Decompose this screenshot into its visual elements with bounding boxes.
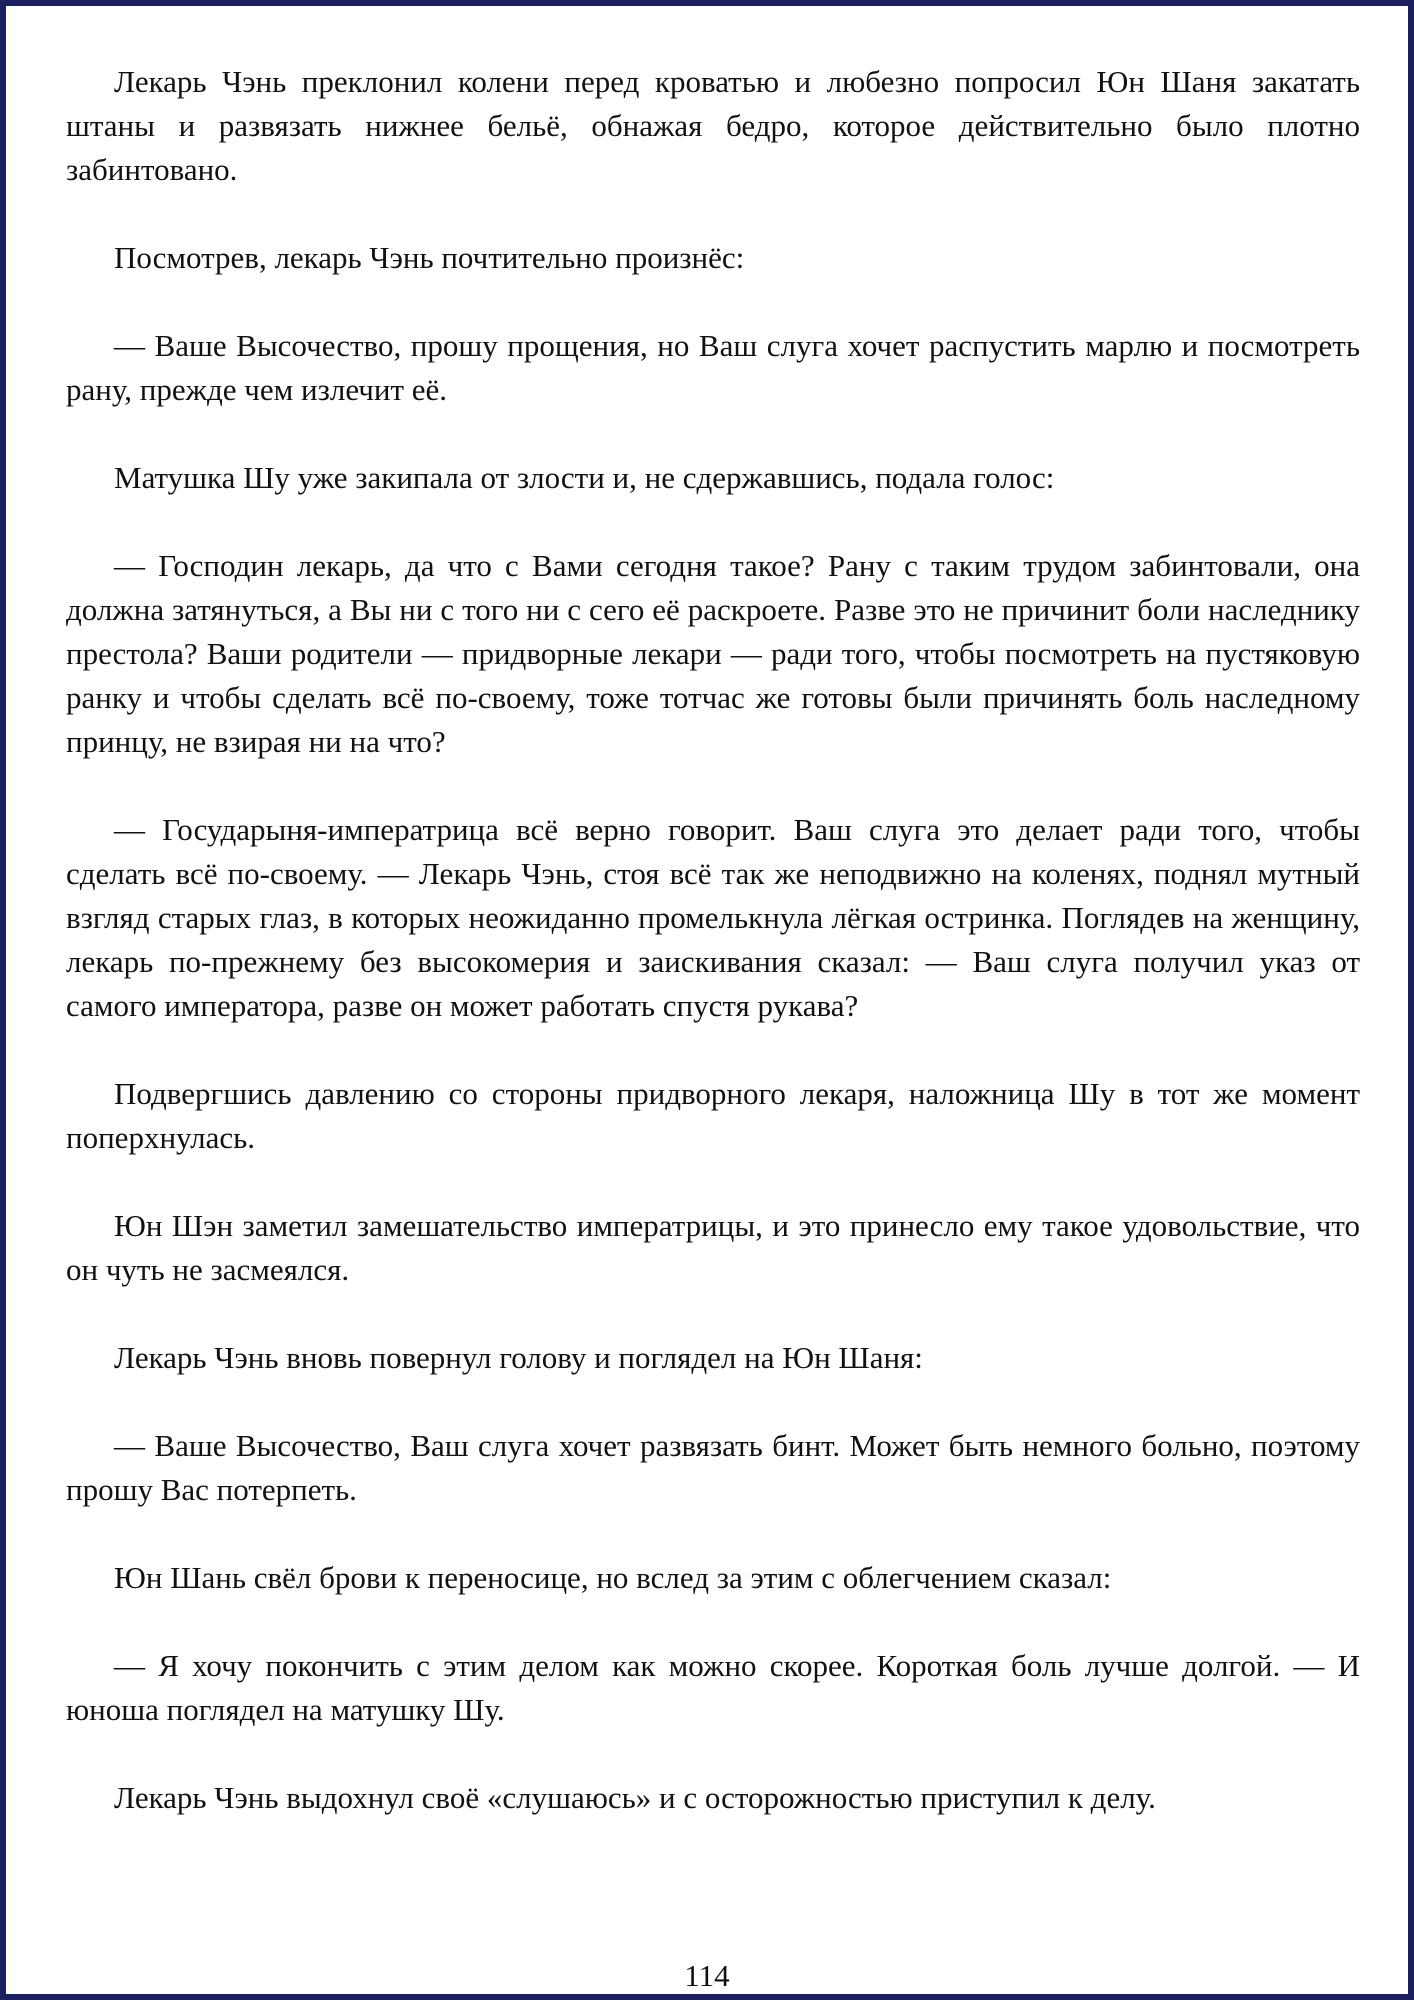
paragraph-11: Юн Шань свёл брови к переносице, но вслед за этим с облегчением сказал: [114,1560,1112,1595]
paragraph-6: — Государыня-императрица всё верно говорит. Ваш слуга это делает ради того, чтобы сделать всё по-своему. — Лекарь Чэнь, стоя всё так же неподвижно на коленях, поднял мутный взгляд старых глаз, в которых неожиданно промелькнула лёгкая остринка. Поглядев на женщину, лекарь по-прежнему без высокомерия и заискивания сказал: — Ваш слуга получил указ от самого императора, разве он может работать спустя рукава? [66,812,1360,1023]
paragraph-9: Лекарь Чэнь вновь повернул голову и поглядел на Юн Шаня: [114,1340,923,1375]
paragraph-2: Посмотрев, лекарь Чэнь почтительно произнёс: [114,240,745,275]
paragraph-10: — Ваше Высочество, Ваш слуга хочет развязать бинт. Может быть немного больно, поэтому прошу Вас потерпеть. [66,1428,1360,1507]
paragraph-1: Лекарь Чэнь преклонил колени перед кроватью и любезно попросил Юн Шаня закатать штаны и развязать нижнее бельё, обнажая бедро, которое действительно было плотно забинтовано. [66,64,1360,187]
page-number: 114 [684,1958,730,1993]
paragraph-8: Юн Шэн заметил замешательство императрицы, и это принесло ему такое удовольствие, что он чуть не засмеялся. [66,1208,1360,1287]
paragraph-12: — Я хочу покончить с этим делом как можно скорее. Короткая боль лучше долгой. — И юноша поглядел на матушку Шу. [66,1648,1360,1727]
paragraph-4: Матушка Шу уже закипала от злости и, не сдержавшись, подала голос: [114,460,1055,495]
paragraph-3: — Ваше Высочество, прошу прощения, но Ваш слуга хочет распустить марлю и посмотреть рану, прежде чем излечит её. [66,328,1360,407]
paragraph-5: — Господин лекарь, да что с Вами сегодня такое? Рану с таким трудом забинтовали, она должна затянуться, а Вы ни с того ни с сего её раскроете. Разве это не причинит боли наследнику престола? Ваши родители — придворные лекари — ради того, чтобы посмотреть на пустяковую ранку и чтобы сделать всё по-своему, тоже тотчас же готовы были причинять боль наследному принцу, не взирая ни на что? [66,548,1360,759]
page-text [66,60,1360,1864]
paragraph-7: Подвергшись давлению со стороны придворного лекаря, наложница Шу в тот же момент поперхнулась. [66,1076,1360,1155]
paragraph-13: Лекарь Чэнь выдохнул своё «слушаюсь» и с осторожностью приступил к делу. [114,1780,1156,1815]
